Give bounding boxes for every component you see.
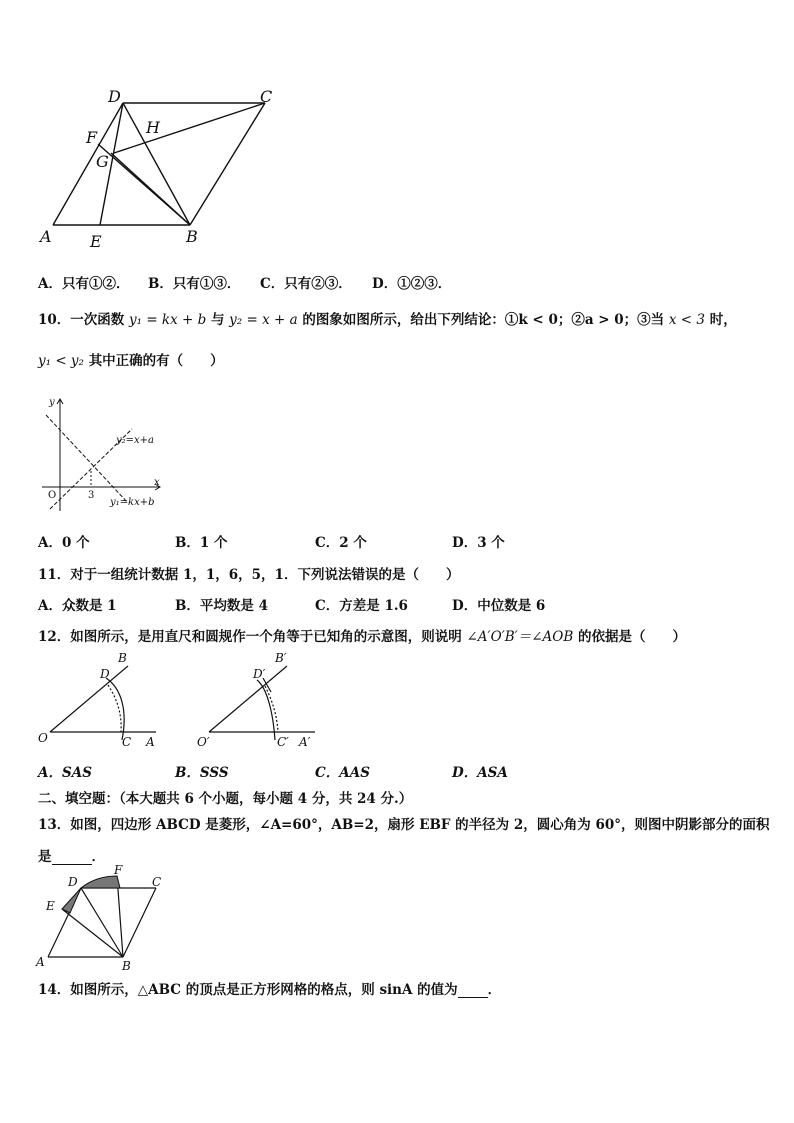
- q10-y1: y₁ = kx + b: [129, 312, 207, 328]
- q14-tail: ．: [487, 982, 502, 998]
- q12-stem-b: 的依据是（ ）: [578, 629, 686, 645]
- q11-option-a[interactable]: A．众数是 1: [38, 598, 117, 614]
- q12-right-label-a: A′: [299, 735, 311, 749]
- q12-option-b[interactable]: [175, 761, 229, 781]
- q14-stem-text: 14．如图所示，△ABC 的顶点是正方形网格的格点，则 sinA 的值为: [38, 982, 458, 998]
- q10-line2a: y₁ < y₂: [38, 353, 84, 369]
- label-B: B: [186, 227, 198, 246]
- q10-y2: y₂ = x + a: [229, 312, 298, 328]
- q12-option-d-text: D．ASA: [452, 765, 508, 781]
- q12-left-label-a: A: [146, 735, 155, 749]
- q12-left-label-c: C: [122, 735, 132, 749]
- q9-option-a[interactable]: A．只有①②．: [38, 276, 130, 292]
- q12-option-d[interactable]: [452, 761, 508, 781]
- q9-option-b[interactable]: B．只有①③．: [148, 276, 241, 292]
- graph-x-label: x: [154, 477, 160, 488]
- q10-stem-b: 与: [210, 312, 225, 328]
- label-D: D: [108, 87, 121, 106]
- q12-option-b-text: B．SSS: [175, 765, 229, 781]
- q12-right-label-o: O′: [197, 735, 210, 749]
- q10-stem-d: 时，: [709, 312, 737, 328]
- figure-q12-angle-aob: [36, 650, 161, 750]
- q10-stem-line2: [38, 349, 224, 369]
- q10-option-b[interactable]: B．1 个: [175, 535, 228, 551]
- q10-stem-c: 的图象如图所示，给出下列结论：①k < 0；②a > 0；③当: [302, 312, 665, 328]
- label-A: A: [40, 227, 52, 246]
- q13-stem: 13．如图，四边形 ABCD 是菱形，∠A=60°，AB=2，扇形 EBF 的半径为 2，圆心角为 60°，则图中阴影部分的面积: [38, 817, 770, 833]
- q10-option-c[interactable]: C．2 个: [315, 535, 367, 551]
- label-G: G: [96, 152, 109, 171]
- q12-option-c-text: C．AAS: [315, 765, 370, 781]
- section-2-heading: 二、填空题：（本大题共 6 个小题，每小题 4 分，共 24 分.）: [38, 791, 413, 807]
- q12-left-label-b: B: [118, 651, 127, 665]
- q13-label-c: C: [152, 875, 162, 889]
- graph-three-label: 3: [88, 490, 95, 501]
- q12-stem: [38, 625, 686, 645]
- figure-q9-parallelogram: [36, 85, 286, 255]
- q13-label-f: F: [114, 863, 123, 877]
- q14-stem: [38, 978, 501, 998]
- graph-line-y1-label: y₁=kx+b: [110, 497, 155, 508]
- q12-right-label-c: C′: [277, 735, 289, 749]
- label-C: C: [260, 87, 273, 106]
- q13-label-b: B: [122, 959, 131, 973]
- q12-option-c[interactable]: [315, 761, 370, 781]
- graph-y-label: y: [49, 397, 55, 408]
- label-E: E: [90, 232, 102, 251]
- q13-label-a: A: [36, 955, 45, 969]
- graph-origin-label: O: [48, 490, 57, 501]
- q13-label-d: D: [68, 875, 78, 889]
- q13-tail: ．: [91, 849, 105, 865]
- q12-right-label-b: B′: [275, 651, 287, 665]
- q14-answer-blank[interactable]: [458, 983, 488, 998]
- graph-line-y2-label: y₂=x+a: [116, 435, 155, 446]
- q10-option-a[interactable]: A．0 个: [38, 535, 90, 551]
- label-H: H: [146, 118, 160, 137]
- q12-left-label-o: O: [38, 731, 48, 745]
- figure-q10-graph: [36, 393, 166, 513]
- q9-option-c[interactable]: C．只有②③．: [260, 276, 352, 292]
- q12-option-a[interactable]: [38, 761, 92, 781]
- q12-option-a-text: A．SAS: [38, 765, 92, 781]
- q10-stem-a: 10．一次函数: [38, 312, 125, 328]
- q10-option-d[interactable]: D．3 个: [452, 535, 505, 551]
- figure-q12-angle-a-o-b-prime: [195, 650, 320, 750]
- q10-cond: x < 3: [668, 312, 705, 328]
- q12-angles: ∠A′O′B′＝∠AOB: [466, 629, 574, 645]
- q11-option-c[interactable]: C．方差是 1.6: [315, 598, 408, 614]
- q10-stem: [38, 308, 737, 328]
- q11-option-d[interactable]: D．中位数是 6: [452, 598, 546, 614]
- q12-right-label-d: D′: [253, 667, 266, 681]
- label-F: F: [86, 128, 98, 147]
- q12-stem-a: 12．如图所示，是用直尺和圆规作一个角等于已知角的示意图，则说明: [38, 629, 462, 645]
- q11-option-b[interactable]: B．平均数是 4: [175, 598, 269, 614]
- q13-line2: 是: [38, 849, 52, 865]
- figure-q13-rhombus-sector: [34, 862, 174, 974]
- q11-stem: 11．对于一组统计数据 1，1，6，5，1．下列说法错误的是（ ）: [38, 567, 460, 583]
- q13-label-e: E: [46, 899, 55, 913]
- q9-option-d[interactable]: D．①②③．: [372, 276, 452, 292]
- q10-line2b: 其中正确的有（ ）: [88, 353, 224, 369]
- q12-left-label-d: D: [100, 667, 110, 681]
